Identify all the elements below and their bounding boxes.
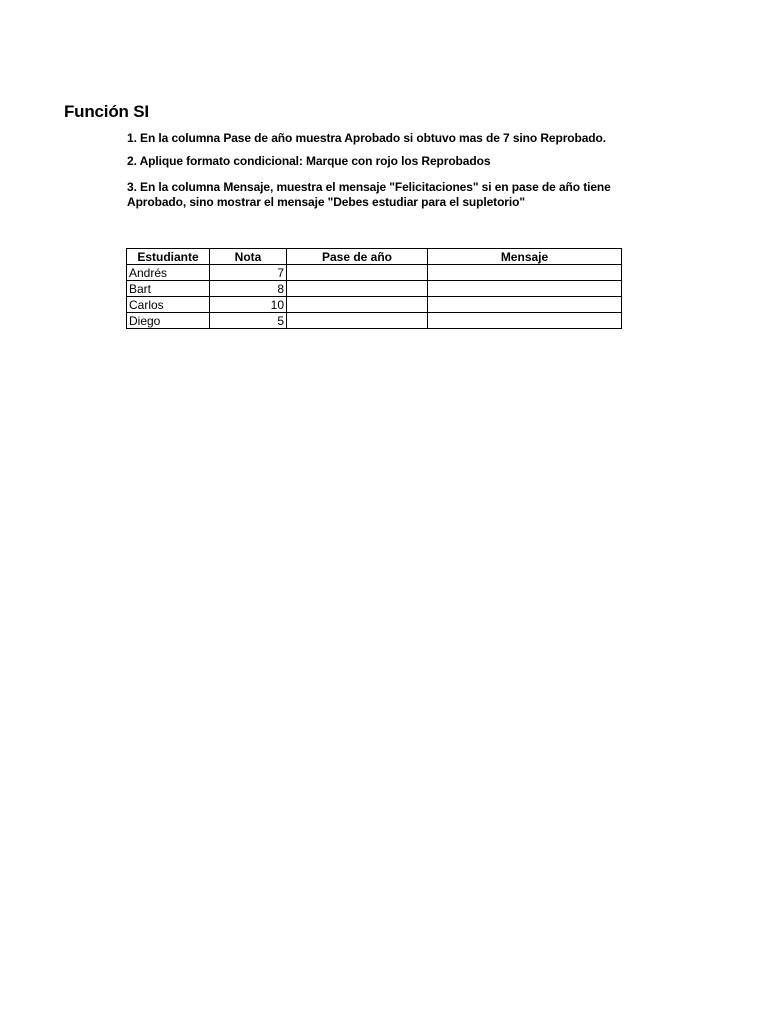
document-title: Función SI xyxy=(64,102,149,121)
cell-estudiante[interactable]: Carlos xyxy=(127,297,210,313)
cell-nota[interactable]: 5 xyxy=(210,313,287,329)
cell-mensaje[interactable] xyxy=(428,297,622,313)
table-row xyxy=(127,265,622,281)
cell-mensaje[interactable] xyxy=(428,281,622,297)
instruction-3: 3. En la columna Mensaje, muestra el mensaje "Felicitaciones" si en pase de año tiene Aprobado, sino mostrar el mensaje "Debes estudiar para el supletorio" xyxy=(127,180,611,209)
cell-estudiante[interactable]: Andrés xyxy=(127,265,210,281)
header-estudiante[interactable]: Estudiante xyxy=(127,249,210,265)
header-nota[interactable]: Nota xyxy=(210,249,287,265)
table-header-row xyxy=(127,249,622,265)
instruction-1: 1. En la columna Pase de año muestra Aprobado si obtuvo mas de 7 sino Reprobado. xyxy=(127,131,606,145)
cell-pase-de-ano[interactable] xyxy=(287,265,428,281)
header-pase-de-ano[interactable]: Pase de año xyxy=(287,249,428,265)
cell-pase-de-ano[interactable] xyxy=(287,313,428,329)
cell-mensaje[interactable] xyxy=(428,265,622,281)
instruction-2: 2. Aplique formato condicional: Marque con rojo los Reprobados xyxy=(127,154,491,168)
grades-table xyxy=(126,248,622,329)
cell-nota[interactable]: 10 xyxy=(210,297,287,313)
cell-nota[interactable]: 7 xyxy=(210,265,287,281)
table-row xyxy=(127,313,622,329)
cell-pase-de-ano[interactable] xyxy=(287,297,428,313)
table-row xyxy=(127,281,622,297)
cell-pase-de-ano[interactable] xyxy=(287,281,428,297)
cell-mensaje[interactable] xyxy=(428,313,622,329)
table-row xyxy=(127,297,622,313)
cell-estudiante[interactable]: Bart xyxy=(127,281,210,297)
cell-nota[interactable]: 8 xyxy=(210,281,287,297)
cell-estudiante[interactable]: Diego xyxy=(127,313,210,329)
header-mensaje[interactable]: Mensaje xyxy=(428,249,622,265)
